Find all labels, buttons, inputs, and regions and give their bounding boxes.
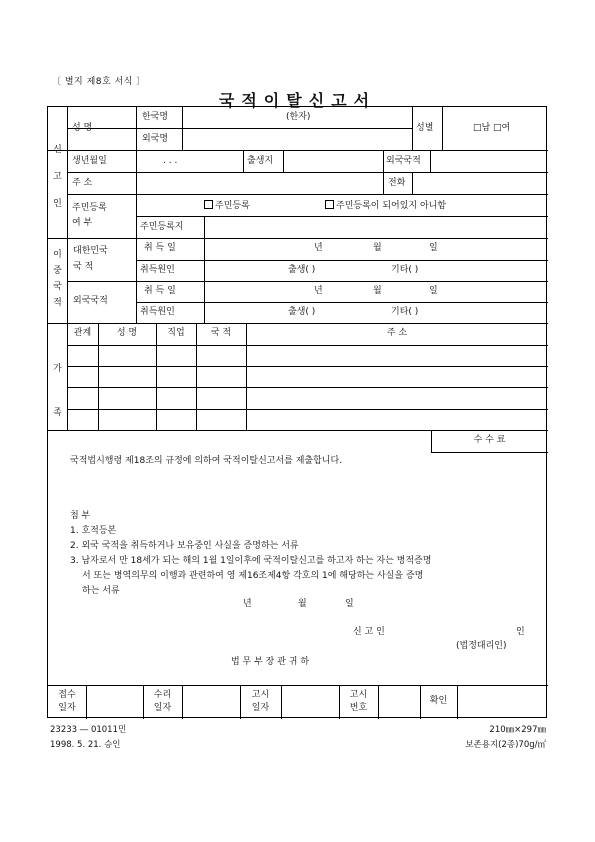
foreign-name-label: 외국명 [142,134,169,144]
sign-date-month: 월 [298,599,307,609]
form-code: 23233 ― 01011민 [50,725,127,735]
date-day: 일 [429,243,438,253]
family-col-nationality: 국 적 [210,328,232,338]
hanja-label: (한자) [286,112,311,122]
birth-place-label: 출생지 [247,156,274,166]
acquired-reason-label: 취득원인 [140,307,175,317]
registered-label: 주민등록 [215,201,250,211]
attachments-title: 첨 부 [70,511,91,521]
date-year: 년 [314,286,323,296]
reason-birth[interactable]: 출생( ) [288,265,316,275]
form-number-label: 〔 별지 제8호 서식 〕 [52,77,146,87]
notice-date-label: 고시 [251,690,270,700]
checkbox-icon[interactable] [204,200,213,209]
accepted-date-label: 수리 [153,690,172,700]
dual-nationality-section-label: 이중국적 [53,250,62,308]
family-col-address: 주 소 [386,328,408,338]
foreign-nationality-acquired-label: 외국국적 [73,296,108,306]
addressee: 법 무 부 장 관 귀 하 [231,657,310,667]
attachment-2: 2. 외국 국적을 취득하거나 보유중인 사실을 증명하는 서류 [70,541,299,551]
not-registered-label: 주민등록이 되어있지 아니함 [336,201,447,211]
acquired-date-label: 취 득 일 [144,243,176,253]
not-registered-option[interactable] [325,200,446,212]
foreign-nationality-label: 외국국적 [386,156,421,166]
reason-birth[interactable]: 출생( ) [288,307,316,317]
acquired-date-label: 취 득 일 [144,286,176,296]
notice-number-label: 고시 [349,690,368,700]
approval-date: 1998. 5. 21. 승인 [50,740,121,750]
form-title: 국적이탈신고서 [218,91,377,110]
date-month: 월 [373,243,382,253]
form-frame [47,106,547,718]
family-col-relation: 관계 [73,328,92,338]
registration-label: 주민등록 [72,203,107,213]
gender-label: 성별 [416,123,434,133]
attachment-3: 3. 남자로서 만 18세가 되는 해의 1월 1일이후에 국적이탈신고를 하고자 하는 자는 병적증명 [70,556,432,566]
date-day: 일 [429,286,438,296]
fee-label: 수 수 료 [473,435,506,445]
acquired-reason-label: 취득원인 [140,265,175,275]
received-date-label-line2: 일자 [58,703,76,713]
reason-other[interactable]: 기타( ) [391,265,419,275]
paper-size: 210㎜×297㎜ [489,725,546,735]
checkbox-icon[interactable] [325,200,334,209]
birth-date-label: 생년월일 [72,156,107,166]
family-col-job: 직업 [167,328,185,338]
notice-number-label-line2: 번호 [349,703,368,713]
registered-option[interactable] [204,200,250,212]
korean-nationality-label-line2: 국 적 [73,262,94,272]
confirm-label: 확인 [429,696,448,706]
accepted-date-label-line2: 일자 [153,703,172,713]
seal-label: 인 [516,627,525,637]
family-col-name: 성 명 [116,328,138,338]
address-label: 주 소 [72,178,93,188]
date-month: 월 [373,286,382,296]
date-year: 년 [314,243,323,253]
legal-representative-label: (법정대리인) [456,641,507,651]
applicant-signature-label: 신 고 인 [353,627,385,637]
attachment-1: 1. 호적등본 [70,526,117,536]
attachment-3-line3: 하는 서류 [82,586,120,596]
family-section-label: 가 족 [53,364,62,418]
notice-date-label-line2: 일자 [251,703,270,713]
registration-place-label: 주민등록지 [140,222,184,232]
attachment-3-line2: 서 또는 병역의무의 이행과 관련하여 영 제16조제4항 각호의 1에 해당하는 사실을 증명 [82,571,424,581]
paper-type: 보존용지(2종)70g/㎡ [465,740,546,750]
statement-text: 국적법시행령 제18조의 규정에 의하여 국적이탈신고서를 제출합니다. [70,456,343,466]
reason-other[interactable]: 기타( ) [391,307,419,317]
gender-options[interactable]: □남 □여 [473,123,511,133]
phone-label: 전화 [388,178,406,188]
registration-label-line2: 여 부 [72,218,93,228]
birth-date-field[interactable]: . . . [163,156,178,166]
korean-nationality-label: 대한민국 [73,246,108,256]
sign-date-day: 일 [345,599,354,609]
korean-name-label: 한국명 [142,112,169,122]
name-label: 성 명 [72,123,93,133]
received-date-label: 접수 [58,690,76,700]
sign-date-year: 년 [243,599,252,609]
applicant-section-label: 신 고 인 [53,145,62,209]
